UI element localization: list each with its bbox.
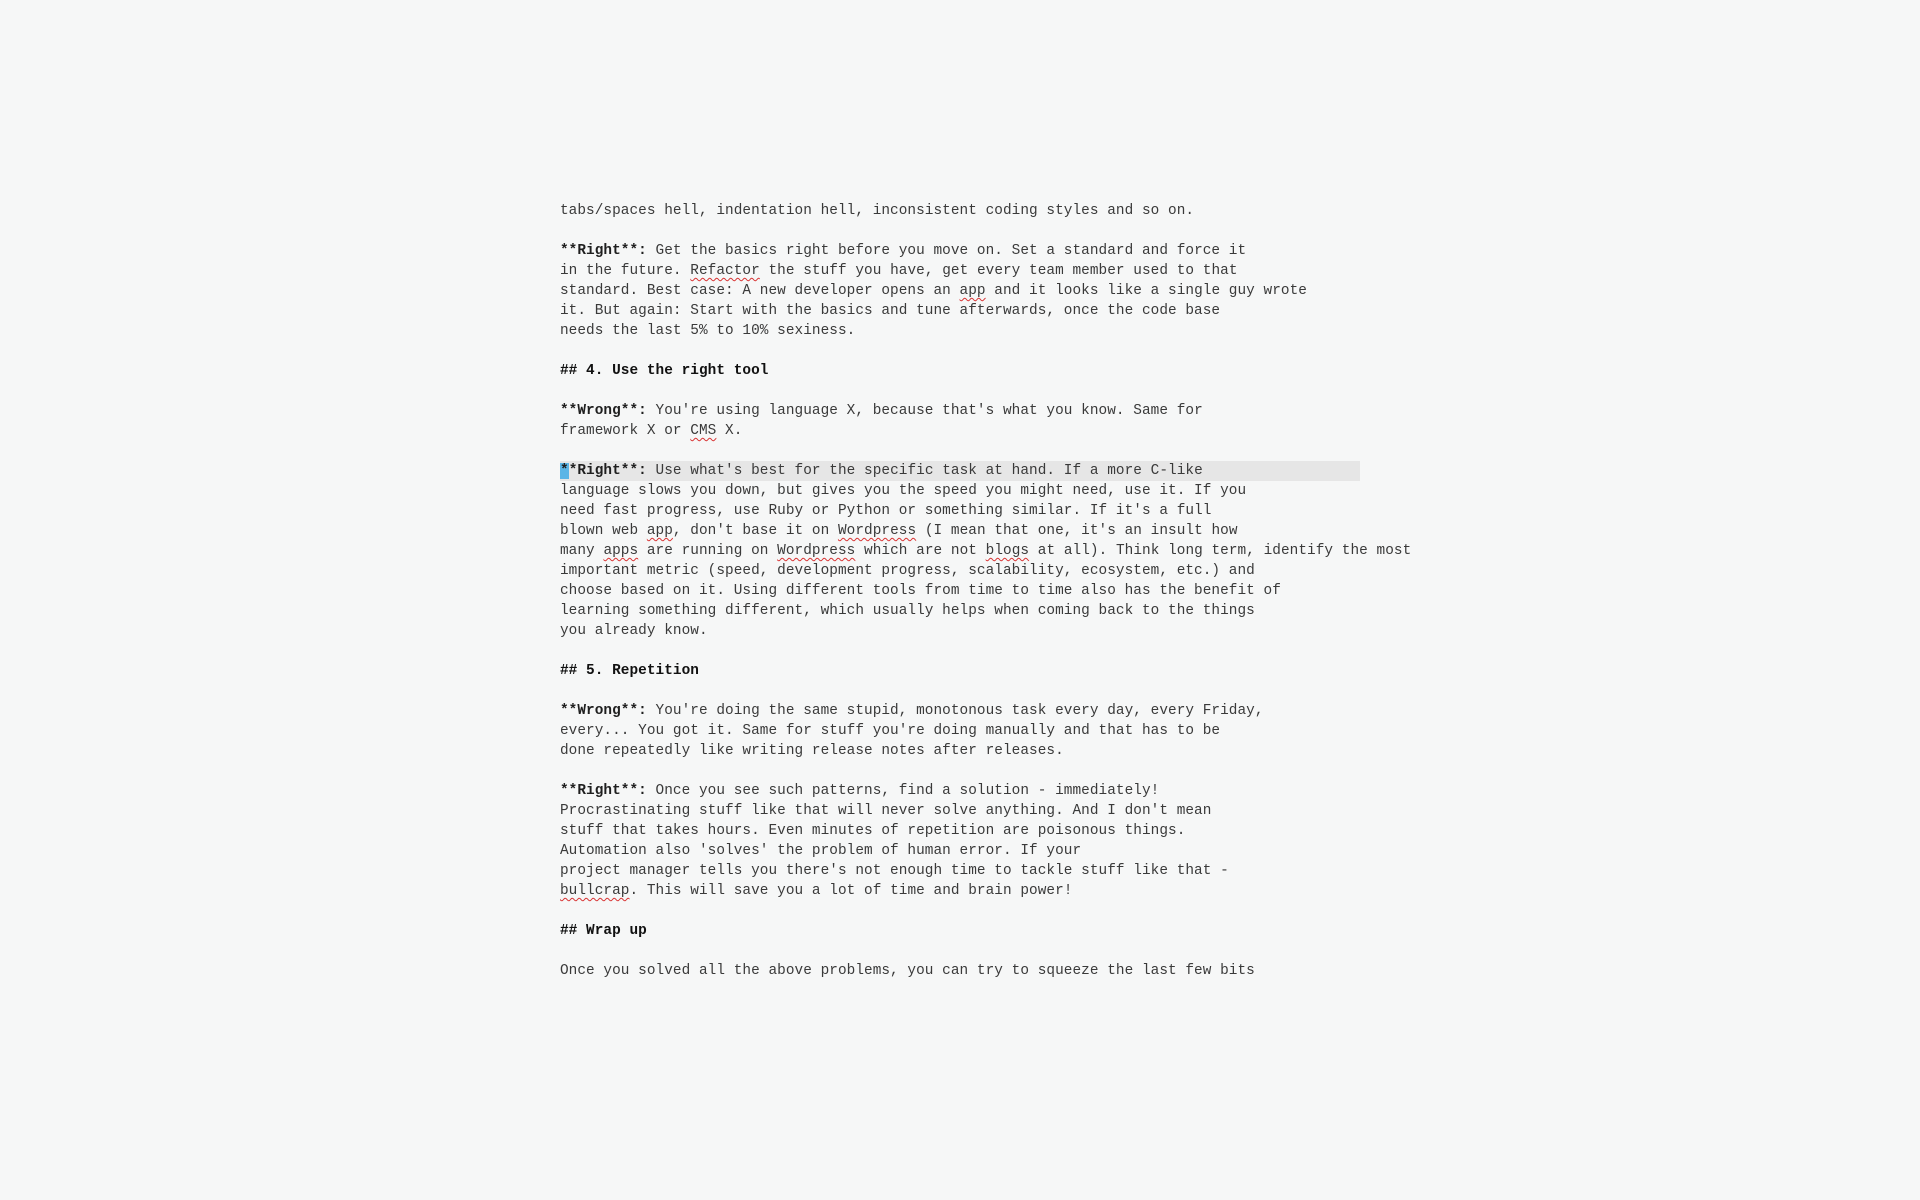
text-segment: framework X or — [560, 423, 691, 439]
text-segment: Get the basics right before you move on. Set a standard and force it — [646, 243, 1247, 259]
text-line[interactable] — [560, 961, 1360, 981]
text-line[interactable] — [560, 321, 1360, 341]
text-line[interactable] — [560, 721, 1360, 741]
text-segment: and it looks like a single guy wrote — [985, 283, 1307, 299]
text-line[interactable] — [560, 421, 1360, 441]
text-line[interactable] — [560, 881, 1360, 901]
text-line[interactable] — [560, 201, 1360, 221]
bold-label: **Wrong**: — [560, 403, 647, 419]
text-segment: standard. Best case: A new developer opens an — [560, 283, 960, 299]
misspelled-word[interactable]: bullcrap — [560, 883, 630, 899]
text-segment: it. But again: Start with the basics and tune afterwards, once the code base — [560, 303, 1221, 319]
section-heading: ## Wrap up — [560, 923, 647, 939]
text-segment: Once you solved all the above problems, you can try to squeeze the last few bits — [560, 963, 1255, 979]
text-segment: (I mean that one, it's an insult how — [916, 523, 1238, 539]
section-heading: ## 5. Repetition — [560, 663, 699, 679]
text-segment: Once you see such patterns, find a solution - immediately! — [646, 783, 1160, 799]
text-line[interactable] — [560, 561, 1360, 581]
text-segment: project manager tells you there's not enough time to tackle stuff like that - — [560, 863, 1229, 879]
text-line[interactable] — [560, 361, 1360, 381]
text-line[interactable] — [560, 861, 1360, 881]
misspelled-word[interactable]: apps — [603, 543, 639, 559]
text-segment: language slows you down, but gives you the speed you might need, use it. If you — [560, 483, 1247, 499]
text-segment: are running on — [638, 543, 778, 559]
text-segment: need fast progress, use Ruby or Python or something similar. If it's a full — [560, 503, 1212, 519]
text-line[interactable] — [560, 801, 1360, 821]
text-segment: You're doing the same stupid, monotonous task every day, every Friday, — [646, 703, 1264, 719]
text-segment: stuff that takes hours. Even minutes of repetition are poisonous things. — [560, 823, 1186, 839]
blank-line[interactable] — [560, 641, 1360, 661]
text-line[interactable] — [560, 501, 1360, 521]
text-segment: You're using language X, because that's what you know. Same for — [646, 403, 1203, 419]
text-line[interactable] — [560, 741, 1360, 761]
text-line[interactable] — [560, 281, 1360, 301]
text-segment: important metric (speed, development progress, scalability, ecosystem, etc.) and — [560, 563, 1255, 579]
blank-line[interactable] — [560, 341, 1360, 361]
text-segment: X. — [716, 423, 743, 439]
text-line[interactable] — [560, 261, 1360, 281]
blank-line[interactable] — [560, 221, 1360, 241]
text-segment: Use what's best for the specific task at hand. If a more C-like — [646, 463, 1203, 479]
bold-label: *Right**: — [568, 463, 647, 479]
blank-line[interactable] — [560, 901, 1360, 921]
misspelled-word[interactable]: app — [646, 523, 673, 539]
section-heading: ## 4. Use the right tool — [560, 363, 769, 379]
bold-label: **Wrong**: — [560, 703, 647, 719]
document-text[interactable] — [560, 201, 1412, 981]
blank-line[interactable] — [560, 681, 1360, 701]
text-line[interactable] — [560, 521, 1360, 541]
text-segment: at all). Think long term, identify the most — [1029, 543, 1412, 559]
text-segment: every... You got it. Same for stuff you're doing manually and that has to be — [560, 723, 1221, 739]
text-line[interactable] — [560, 481, 1360, 501]
text-segment: Procrastinating stuff like that will never solve anything. And I don't mean — [560, 803, 1212, 819]
bold-label: **Right**: — [560, 243, 647, 259]
text-segment: choose based on it. Using different tools from time to time also has the benefit of — [560, 583, 1281, 599]
text-line[interactable] — [560, 661, 1360, 681]
text-line[interactable] — [560, 601, 1360, 621]
text-line[interactable] — [560, 241, 1360, 261]
misspelled-word[interactable]: Refactor — [690, 263, 760, 279]
text-segment: in the future. — [560, 263, 691, 279]
misspelled-word[interactable]: app — [959, 283, 986, 299]
bold-label: **Right**: — [560, 783, 647, 799]
text-segment: , don't base it on — [672, 523, 838, 539]
blank-line[interactable] — [560, 761, 1360, 781]
text-line[interactable] — [560, 821, 1360, 841]
text-segment: which are not — [855, 543, 986, 559]
text-segment: tabs/spaces hell, indentation hell, inconsistent coding styles and so on. — [560, 203, 1195, 219]
text-line[interactable] — [560, 541, 1412, 561]
text-line[interactable] — [560, 781, 1360, 801]
text-segment: the stuff you have, get every team member used to that — [759, 263, 1238, 279]
text-line[interactable] — [560, 921, 1360, 941]
blank-line[interactable] — [560, 941, 1360, 961]
text-line[interactable] — [560, 841, 1360, 861]
misspelled-word[interactable]: Wordpress — [837, 523, 917, 539]
text-segment: blown web — [560, 523, 647, 539]
text-line[interactable] — [560, 621, 1360, 641]
text-line[interactable] — [560, 301, 1360, 321]
blank-line[interactable] — [560, 441, 1360, 461]
misspelled-word[interactable]: blogs — [985, 543, 1030, 559]
text-segment: you already know. — [560, 623, 708, 639]
text-segment: Automation also 'solves' the problem of human error. If your — [560, 843, 1082, 859]
text-cursor: * — [560, 463, 569, 479]
text-segment: . This will save you a lot of time and brain power! — [629, 883, 1073, 899]
misspelled-word[interactable]: Wordpress — [777, 543, 856, 559]
text-segment: needs the last 5% to 10% sexiness. — [560, 323, 856, 339]
text-line[interactable] — [560, 581, 1360, 601]
text-segment: many — [560, 543, 604, 559]
text-segment: learning something different, which usually helps when coming back to the things — [560, 603, 1255, 619]
misspelled-word[interactable]: CMS — [690, 423, 717, 439]
current-line[interactable] — [560, 461, 1360, 481]
text-segment: done repeatedly like writing release notes after releases. — [560, 743, 1064, 759]
text-line[interactable] — [560, 701, 1360, 721]
blank-line[interactable] — [560, 381, 1360, 401]
text-line[interactable] — [560, 401, 1360, 421]
